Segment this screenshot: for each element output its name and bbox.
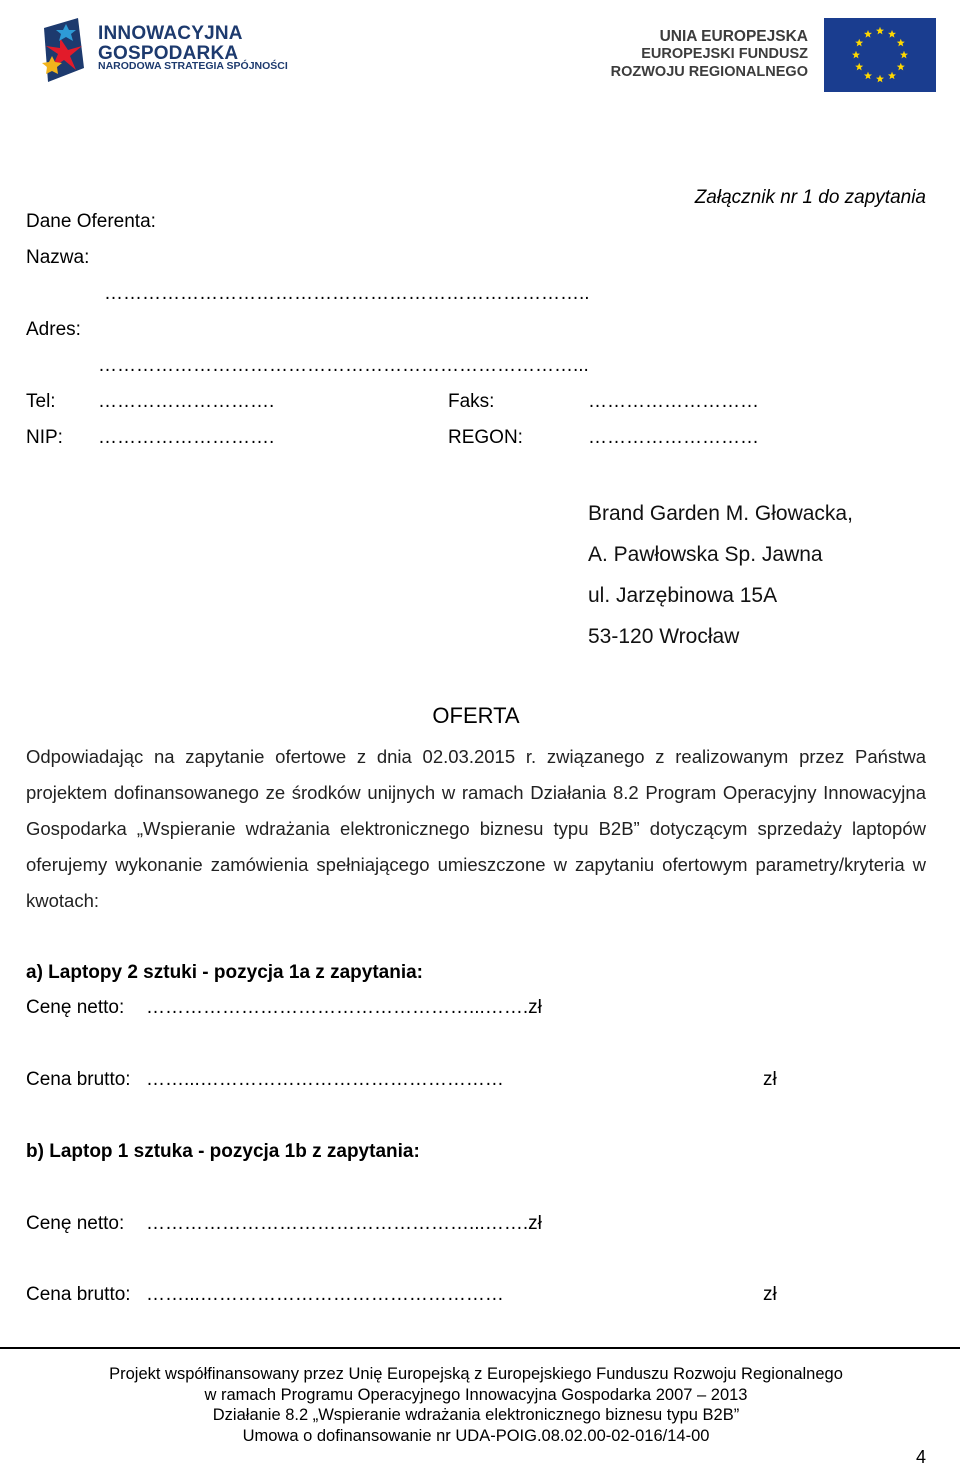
item-a-net-field[interactable]: ……………………………………………...…….zł [146,997,542,1018]
ig-logo-tagline: NARODOWA STRATEGIA SPÓJNOŚCI [98,60,288,72]
ig-emblem-icon [38,16,94,86]
address-field[interactable]: …………………………………………………………………... [98,355,589,376]
regon-label: REGON: [448,427,523,448]
tel-field[interactable]: ………………………. [98,391,275,412]
recipient-line1: Brand Garden M. Głowacka, [588,502,853,525]
recipient-line2: A. Pawłowska Sp. Jawna [588,543,823,566]
recipient-line4: 53-120 Wrocław [588,625,740,648]
page-number: 4 [915,1447,926,1467]
item-b-gross-unit: zł [763,1284,777,1305]
nip-label: NIP: [26,427,63,448]
regon-field[interactable]: ……………………… [588,427,759,448]
footer [0,1364,952,1446]
nip-field[interactable]: ………………………. [98,427,275,448]
item-b-heading: b) Laptop 1 sztuka - pozycja 1b z zapytania: [26,1141,420,1162]
footer-divider [0,1347,960,1349]
ig-logo-name: INNOWACYJNA GOSPODARKA [98,23,243,64]
item-b-gross-label: Cena brutto: [26,1284,131,1305]
eu-fund-logo [610,18,936,94]
address-label: Adres: [26,319,81,340]
item-a-gross-label: Cena brutto: [26,1069,131,1090]
item-a-gross-unit: zł [763,1069,777,1090]
bidder-heading: Dane Oferenta: [26,211,156,232]
item-a-net-label: Cenę netto: [26,997,125,1018]
offer-paragraph: Odpowiadając na zapytanie ofertowe z dnia 02.03.2015 r. związanego z realizowanym przez Państwa projektem dofinansowanego ze środków unijnych w ramach Działania 8.2 Program Operacyjny Innowacyjna Gospodarka „Wspieranie wdrażania elektronicznego biznesu typu B2B” dotyczącym sprzedaży laptopów oferujemy wykonanie zamówienia spełniającego umieszczone w zapytaniu ofertowym parametry/kryteria w kwotach: [26,746,926,911]
recipient-line3: ul. Jarzębinowa 15A [588,584,778,607]
tel-label: Tel: [26,391,56,412]
name-field[interactable]: ………………………………………………………………….. [104,283,590,304]
recipient-address [588,493,853,657]
item-b-net-label: Cenę netto: [26,1213,125,1234]
item-b-net-field[interactable]: ……………………………………………...…….zł [146,1213,542,1234]
innowacyjna-gospodarka-logo [38,16,288,86]
name-label: Nazwa: [26,247,90,268]
item-a-gross-field[interactable]: ……...………………………………………… [146,1069,504,1090]
attachment-note: Załącznik nr 1 do zapytania [694,187,926,208]
footer-line4: Umowa o dofinansowanie nr UDA-POIG.08.02.00-02-016/14-00 [242,1426,710,1445]
fax-label: Faks: [448,391,495,412]
offer-title: OFERTA [432,703,520,728]
footer-line3: Działanie 8.2 „Wspieranie wdrażania elektronicznego biznesu typu B2B” [212,1406,740,1424]
item-a-heading: a) Laptopy 2 sztuki - pozycja 1a z zapytania: [26,962,423,983]
eu-logo-line1: UNIA EUROPEJSKA [659,28,808,45]
eu-flag-icon [824,18,936,92]
footer-line2: w ramach Programu Operacyjnego Innowacyjna Gospodarka 2007 – 2013 [204,1385,748,1404]
eu-logo-line3: ROZWOJU REGIONALNEGO [610,64,808,80]
fax-field[interactable]: ……………………… [588,391,759,412]
item-b-gross-field[interactable]: ……...………………………………………… [146,1284,504,1305]
footer-line1: Projekt współfinansowany przez Unię Europejską z Europejskiego Funduszu Rozwoju Regionalnego [109,1365,843,1383]
eu-logo-line2: EUROPEJSKI FUNDUSZ [641,46,808,62]
